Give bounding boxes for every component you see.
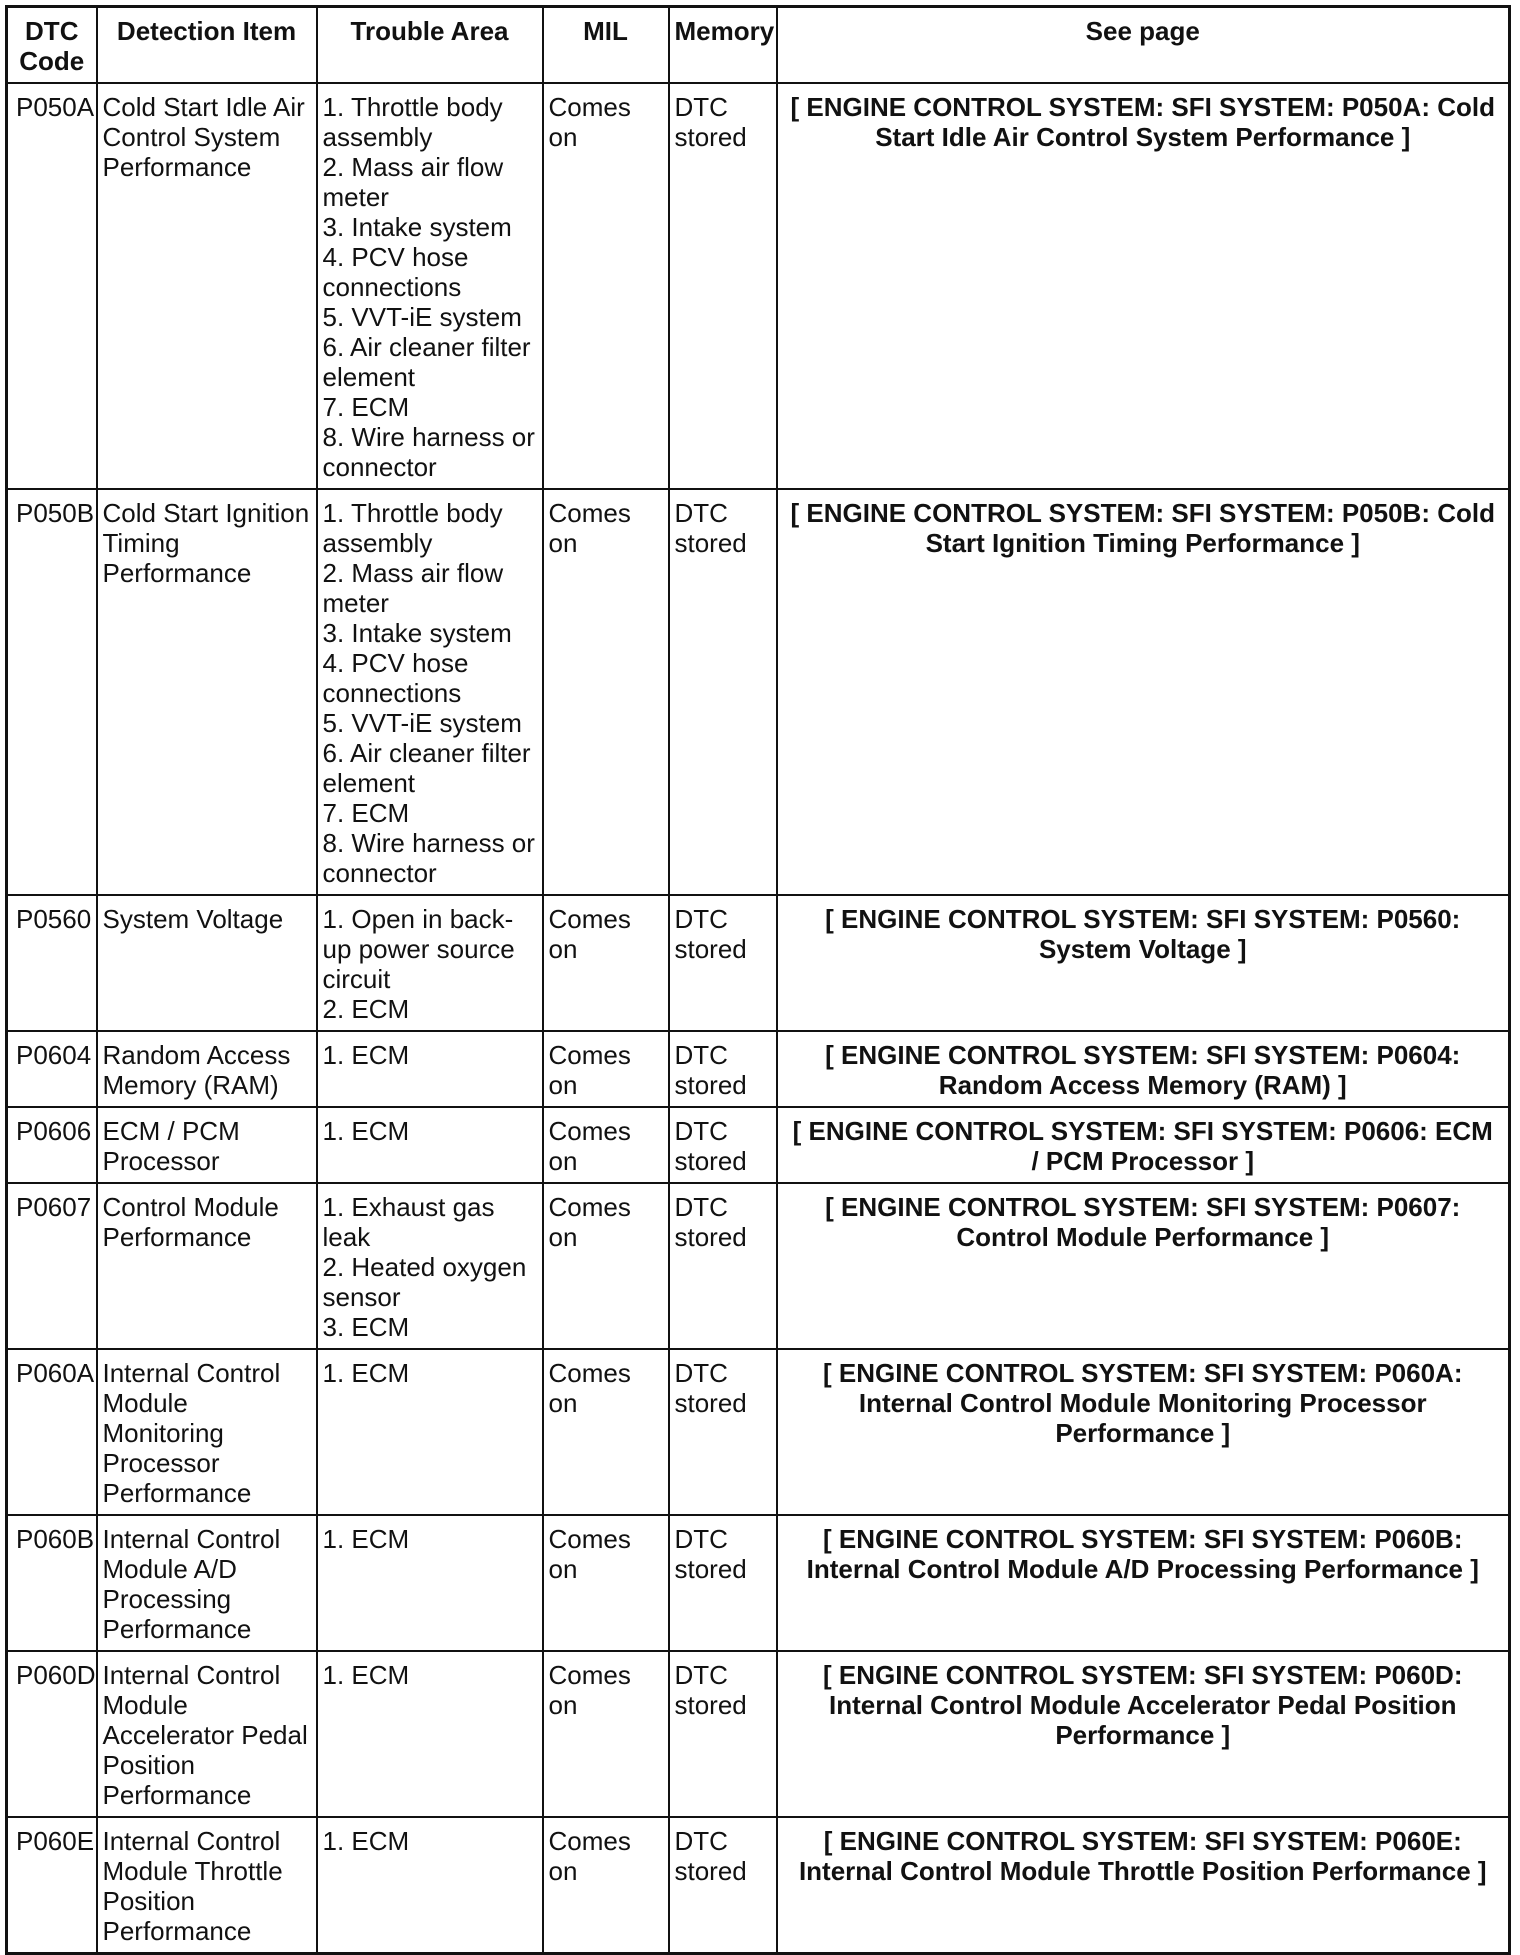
table-body: [7, 83, 1510, 1954]
table-row: [7, 1183, 1510, 1349]
detection-item-cell: Internal Control Module Throttle Position Performance: [97, 1817, 317, 1954]
mil-cell: Comes on: [543, 1515, 669, 1651]
mil-cell: Comes on: [543, 895, 669, 1031]
dtc-code-cell: P060A: [7, 1349, 97, 1515]
see-page-cell: [ ENGINE CONTROL SYSTEM: SFI SYSTEM: P060A: Internal Control Module Monitoring Processor Performance ]: [777, 1349, 1510, 1515]
table-row: [7, 1651, 1510, 1817]
trouble-area-item: 2. ECM: [322, 994, 410, 1024]
see-page-cell: [ ENGINE CONTROL SYSTEM: SFI SYSTEM: P0560: System Voltage ]: [777, 895, 1510, 1031]
mil-cell: Comes on: [543, 1817, 669, 1954]
trouble-area-item: 7. ECM: [322, 392, 410, 422]
trouble-area-item: 7. ECM: [322, 798, 410, 828]
table-row: [7, 1817, 1510, 1954]
memory-cell: DTC stored: [669, 1107, 777, 1183]
trouble-area-cell: [317, 83, 543, 489]
table-row: [7, 83, 1510, 489]
memory-cell: DTC stored: [669, 489, 777, 895]
trouble-area-item: 4. PCV hose connections: [322, 242, 469, 302]
trouble-area-item: 3. Intake system: [322, 618, 512, 648]
dtc-code-cell: P050B: [7, 489, 97, 895]
trouble-area-cell: [317, 1349, 543, 1515]
header-mil: MIL: [543, 7, 669, 84]
trouble-area-item: 2. Mass air flow meter: [322, 558, 504, 618]
table-row: [7, 1031, 1510, 1107]
detection-item-cell: Internal Control Module Monitoring Processor Performance: [97, 1349, 317, 1515]
trouble-area-item: 2. Mass air flow meter: [322, 152, 504, 212]
table-row: [7, 489, 1510, 895]
dtc-code-cell: P060E: [7, 1817, 97, 1954]
table-header-row: [7, 7, 1510, 84]
mil-cell: Comes on: [543, 1183, 669, 1349]
memory-cell: DTC stored: [669, 1651, 777, 1817]
trouble-area-item: 8. Wire harness or connector: [322, 422, 535, 482]
trouble-area-cell: [317, 1183, 543, 1349]
trouble-area-cell: [317, 1515, 543, 1651]
detection-item-cell: System Voltage: [97, 895, 317, 1031]
mil-cell: Comes on: [543, 1651, 669, 1817]
trouble-area-cell: [317, 895, 543, 1031]
see-page-cell: [ ENGINE CONTROL SYSTEM: SFI SYSTEM: P060D: Internal Control Module Accelerator Pedal Position Performance ]: [777, 1651, 1510, 1817]
mil-cell: Comes on: [543, 1107, 669, 1183]
trouble-area-item: 8. Wire harness or connector: [322, 828, 535, 888]
see-page-cell: [ ENGINE CONTROL SYSTEM: SFI SYSTEM: P060B: Internal Control Module A/D Processing Performance ]: [777, 1515, 1510, 1651]
mil-cell: Comes on: [543, 83, 669, 489]
dtc-code-cell: P0560: [7, 895, 97, 1031]
trouble-area-item: 1. Exhaust gas leak: [322, 1192, 495, 1252]
trouble-area-item: 3. ECM: [322, 1312, 410, 1342]
header-detection-item: Detection Item: [97, 7, 317, 84]
trouble-area-cell: [317, 1817, 543, 1954]
trouble-area-item: 1. ECM: [322, 1116, 410, 1146]
detection-item-cell: Internal Control Module A/D Processing Performance: [97, 1515, 317, 1651]
dtc-code-cell: P060B: [7, 1515, 97, 1651]
memory-cell: DTC stored: [669, 1817, 777, 1954]
mil-cell: Comes on: [543, 489, 669, 895]
header-dtc-code: DTC Code: [7, 7, 97, 84]
trouble-area-item: 6. Air cleaner filter element: [322, 738, 531, 798]
dtc-table: [5, 5, 1511, 1955]
see-page-cell: [ ENGINE CONTROL SYSTEM: SFI SYSTEM: P060E: Internal Control Module Throttle Position Performance ]: [777, 1817, 1510, 1954]
header-trouble-area: Trouble Area: [317, 7, 543, 84]
detection-item-cell: Cold Start Idle Air Control System Performance: [97, 83, 317, 489]
memory-cell: DTC stored: [669, 1031, 777, 1107]
header-memory: Memory: [669, 7, 777, 84]
header-see-page: See page: [777, 7, 1510, 84]
mil-cell: Comes on: [543, 1349, 669, 1515]
detection-item-cell: Random Access Memory (RAM): [97, 1031, 317, 1107]
dtc-table-container: [5, 5, 1508, 1946]
trouble-area-item: 5. VVT-iE system: [322, 302, 522, 332]
trouble-area-cell: [317, 489, 543, 895]
detection-item-cell: Cold Start Ignition Timing Performance: [97, 489, 317, 895]
see-page-cell: [ ENGINE CONTROL SYSTEM: SFI SYSTEM: P0607: Control Module Performance ]: [777, 1183, 1510, 1349]
trouble-area-item: 1. ECM: [322, 1524, 410, 1554]
table-row: [7, 1515, 1510, 1651]
see-page-cell: [ ENGINE CONTROL SYSTEM: SFI SYSTEM: P0606: ECM / PCM Processor ]: [777, 1107, 1510, 1183]
trouble-area-item: 1. ECM: [322, 1660, 410, 1690]
dtc-code-cell: P050A: [7, 83, 97, 489]
see-page-cell: [ ENGINE CONTROL SYSTEM: SFI SYSTEM: P050B: Cold Start Ignition Timing Performance ]: [777, 489, 1510, 895]
trouble-area-item: 6. Air cleaner filter element: [322, 332, 531, 392]
mil-cell: Comes on: [543, 1031, 669, 1107]
dtc-code-cell: P0607: [7, 1183, 97, 1349]
detection-item-cell: Control Module Performance: [97, 1183, 317, 1349]
dtc-code-cell: P060D: [7, 1651, 97, 1817]
memory-cell: DTC stored: [669, 1349, 777, 1515]
trouble-area-item: 1. Throttle body assembly: [322, 92, 503, 152]
table-row: [7, 895, 1510, 1031]
trouble-area-item: 5. VVT-iE system: [322, 708, 522, 738]
trouble-area-item: 1. ECM: [322, 1040, 410, 1070]
trouble-area-item: 1. Open in back-up power source circuit: [322, 904, 515, 994]
trouble-area-cell: [317, 1031, 543, 1107]
memory-cell: DTC stored: [669, 1183, 777, 1349]
trouble-area-item: 3. Intake system: [322, 212, 512, 242]
detection-item-cell: Internal Control Module Accelerator Pedal Position Performance: [97, 1651, 317, 1817]
trouble-area-item: 1. ECM: [322, 1358, 410, 1388]
trouble-area-item: 1. Throttle body assembly: [322, 498, 503, 558]
see-page-cell: [ ENGINE CONTROL SYSTEM: SFI SYSTEM: P050A: Cold Start Idle Air Control System Performance ]: [777, 83, 1510, 489]
detection-item-cell: ECM / PCM Processor: [97, 1107, 317, 1183]
table-row: [7, 1107, 1510, 1183]
memory-cell: DTC stored: [669, 83, 777, 489]
trouble-area-item: 4. PCV hose connections: [322, 648, 469, 708]
memory-cell: DTC stored: [669, 895, 777, 1031]
dtc-code-cell: P0606: [7, 1107, 97, 1183]
dtc-code-cell: P0604: [7, 1031, 97, 1107]
trouble-area-cell: [317, 1107, 543, 1183]
see-page-cell: [ ENGINE CONTROL SYSTEM: SFI SYSTEM: P0604: Random Access Memory (RAM) ]: [777, 1031, 1510, 1107]
trouble-area-item: 2. Heated oxygen sensor: [322, 1252, 527, 1312]
trouble-area-cell: [317, 1651, 543, 1817]
memory-cell: DTC stored: [669, 1515, 777, 1651]
table-row: [7, 1349, 1510, 1515]
trouble-area-item: 1. ECM: [322, 1826, 410, 1856]
